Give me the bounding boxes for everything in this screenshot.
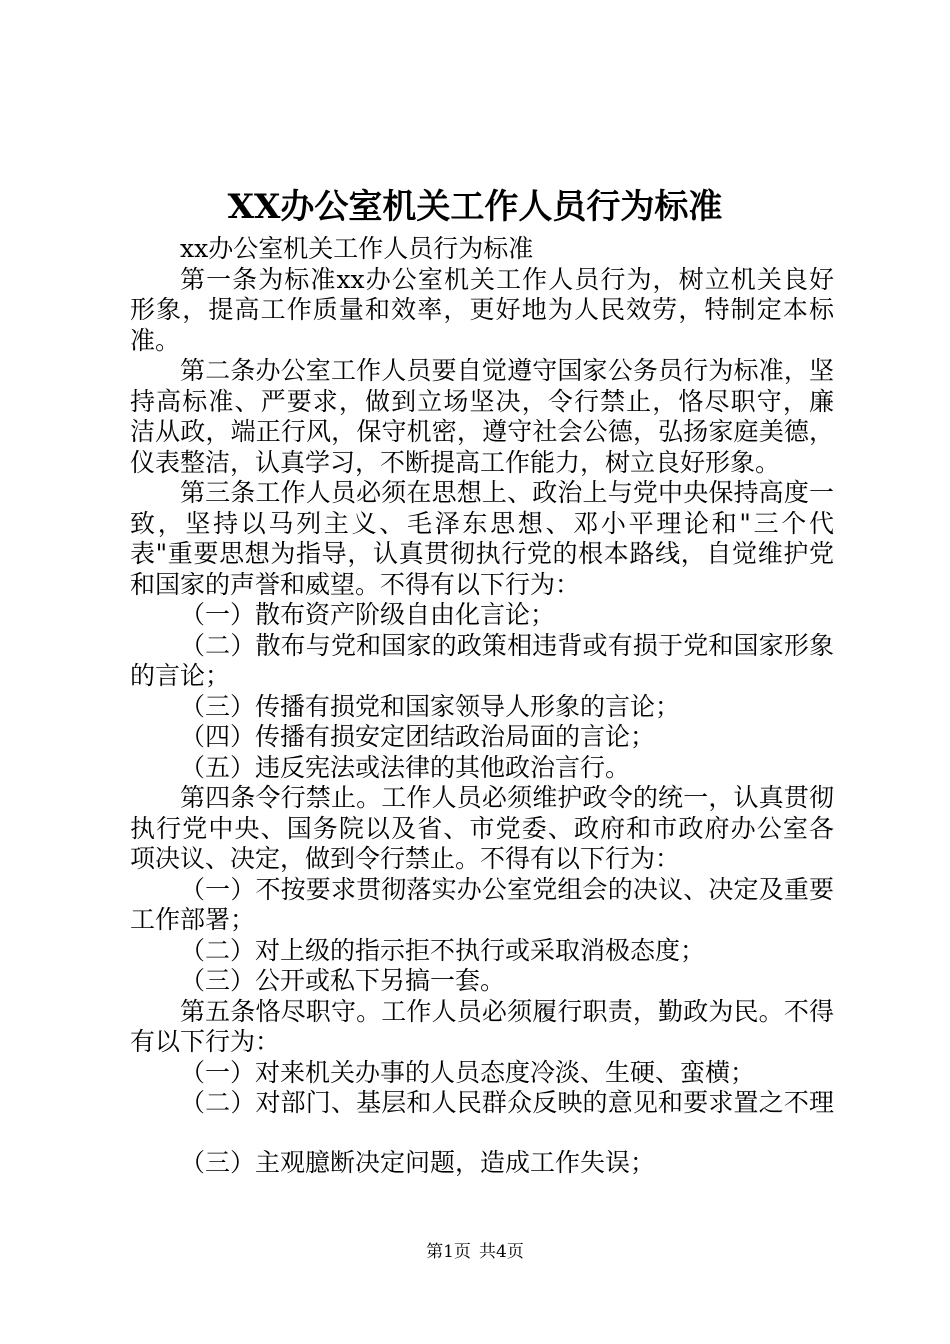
- article-3-item-2-line-1: （二）散布与党和国家的政策相违背或有损于党和国家形象: [180, 630, 834, 660]
- article-3-line-1: 第三条工作人员必须在思想上、政治上与党中央保持高度一: [180, 478, 834, 507]
- article-3-item-3: （三）传播有损党和国家领导人形象的言论；: [180, 691, 681, 721]
- page-number: 第1页: [426, 1242, 471, 1262]
- article-5-line-2: 有以下行为：: [130, 1027, 281, 1056]
- article-3-item-5: （五）违反宪法或法律的其他政治言行。: [180, 752, 631, 782]
- article-5-item-1: （一）对来机关办事的人员态度冷淡、生硬、蛮横；: [180, 1057, 756, 1087]
- article-3-item-4: （四）传播有损安定团结政治局面的言论；: [180, 722, 656, 751]
- subtitle-line: xx办公室机关工作人员行为标准: [180, 234, 534, 263]
- article-3-line-2: 致，坚持以马列主义、毛泽东思想、邓小平理论和"三个代: [130, 508, 834, 538]
- article-4-line-2: 执行党中央、国务院以及省、市党委、政府和市政府办公室各: [130, 813, 834, 843]
- article-3-item-2-line-2: 的言论；: [130, 661, 231, 690]
- article-5-line-1: 第五条恪尽职守。工作人员必须履行职责，勤政为民。不得: [180, 996, 834, 1026]
- article-4-item-3: （三）公开或私下另搞一套。: [180, 966, 506, 995]
- page-footer: [0, 1240, 950, 1264]
- article-2-line-1: 第二条办公室工作人员要自觉遵守国家公务员行为标准，坚: [180, 356, 834, 385]
- article-3-line-4: 和国家的声誉和威望。不得有以下行为：: [130, 569, 581, 599]
- article-2-line-4: 仪表整洁，认真学习，不断提高工作能力，树立良好形象。: [130, 447, 781, 477]
- article-1-line-1: 第一条为标准xx办公室机关工作人员行为，树立机关良好: [180, 264, 834, 294]
- article-4-item-1-line-1: （一）不按要求贯彻落实办公室党组会的决议、决定及重要: [180, 874, 834, 904]
- document-title: XX办公室机关工作人员行为标准: [227, 187, 723, 227]
- article-1-line-3: 准。: [130, 325, 181, 355]
- page-total: 共4页: [479, 1242, 524, 1262]
- document-body: [130, 234, 834, 1178]
- article-4-line-1: 第四条令行禁止。工作人员必须维护政令的统一，认真贯彻: [180, 783, 834, 812]
- article-1-line-2: 形象，提高工作质量和效率，更好地为人民效劳，特制定本标: [130, 295, 834, 324]
- article-4-item-1-line-2: 工作部署；: [130, 905, 256, 934]
- article-4-line-3: 项决议、决定，做到令行禁止。不得有以下行为：: [130, 844, 681, 873]
- article-3-item-1: （一）散布资产阶级自由化言论；: [180, 600, 556, 629]
- article-5-item-2: （二）对部门、基层和人民群众反映的意见和要求置之不理: [180, 1088, 834, 1117]
- article-4-item-2: （二）对上级的指示拒不执行或采取消极态度；: [180, 935, 706, 965]
- article-2-line-2: 持高标准、严要求，做到立场坚决，令行禁止，恪尽职守，廉: [130, 386, 834, 416]
- article-3-line-3: 表"重要思想为指导，认真贯彻执行党的根本路线，自觉维护党: [130, 539, 834, 568]
- article-2-line-3: 洁从政，端正行风，保守机密，遵守社会公德，弘扬家庭美德，: [130, 417, 834, 446]
- article-5-item-3: （三）主观臆断决定问题，造成工作失误；: [180, 1147, 656, 1177]
